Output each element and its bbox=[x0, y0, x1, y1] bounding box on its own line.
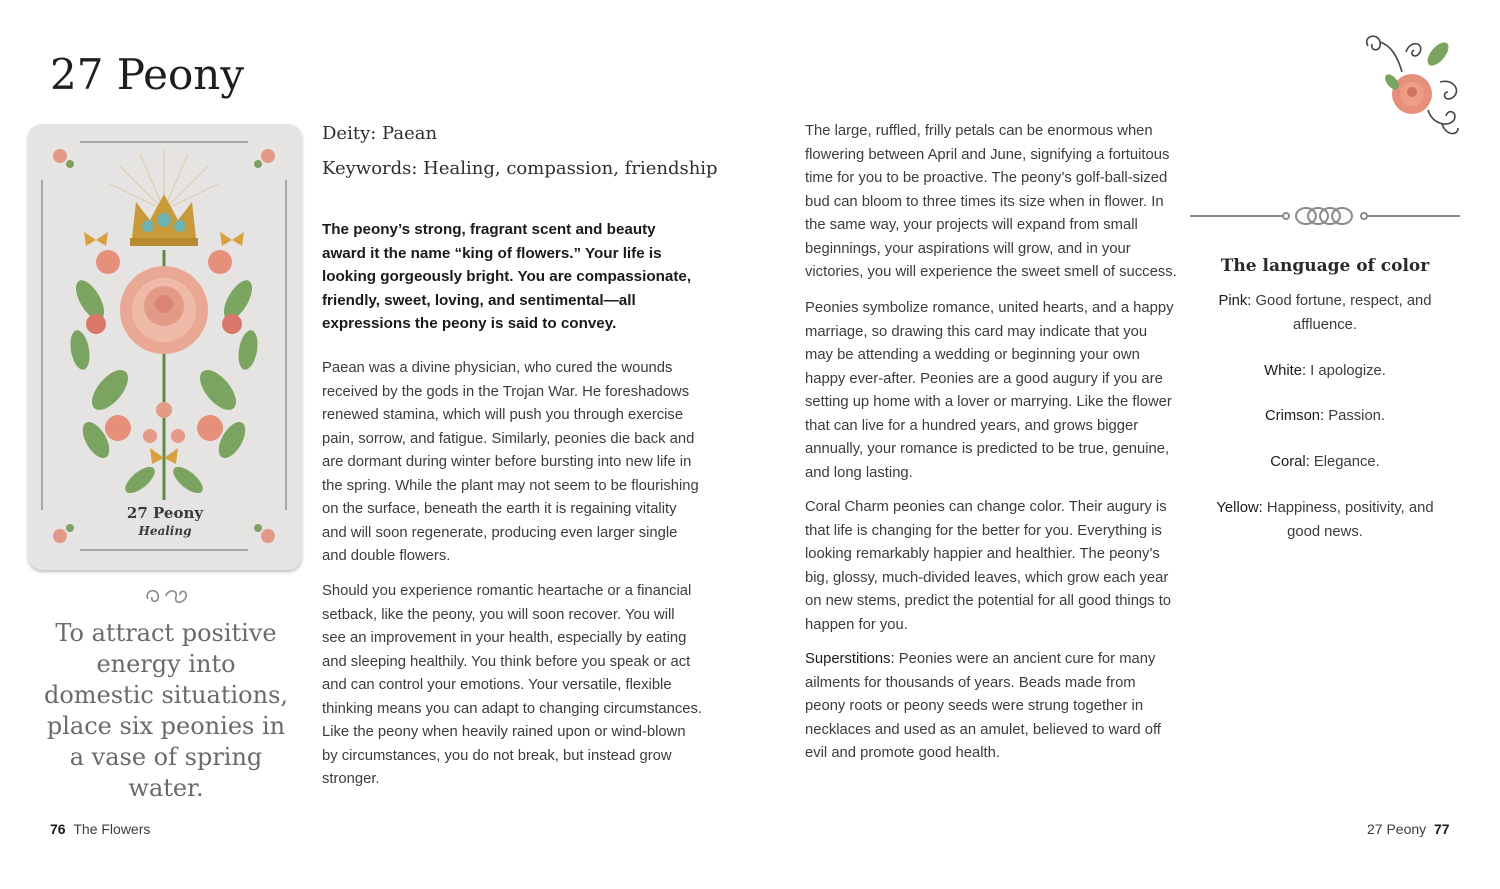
page-number: 76 bbox=[50, 821, 66, 837]
body-paragraph: Coral Charm peonies can change color. Their augury is that life is changing for the better for you. Everything is looking remarkably happier and healthier. The peony’s big, glossy, much-divided leaves, which grow each year on new stems, predict the potential for all good things to happen for you. bbox=[805, 499, 1172, 633]
page-number: 77 bbox=[1433, 821, 1450, 837]
running-head: 27 Peony bbox=[1367, 821, 1427, 837]
pull-quote: To attract positive energy into domestic situations, place six peonies in a vase of spring water. bbox=[43, 619, 289, 802]
color-label: Pink: bbox=[1218, 293, 1252, 309]
color-item-crimson bbox=[1210, 405, 1440, 429]
color-meaning: Passion. bbox=[1324, 408, 1386, 424]
deity-line: Deity: Paean bbox=[322, 123, 438, 144]
knot-divider-icon bbox=[1188, 203, 1462, 229]
color-meaning: Elegance. bbox=[1309, 454, 1380, 470]
running-head: The Flowers bbox=[73, 821, 151, 837]
body-paragraph: Peonies symbolize romance, united hearts, and a happy marriage, so drawing this card may indicate that you may be attending a wedding or beginning your own happy ever-after. Peonies are a good augury if you are setting up home with a lover or marrying. Like the flower that can live for a hundred years, and grows bigger annually, your romance is predicted to be true, genuine, and long lasting. bbox=[805, 300, 1174, 481]
color-item-coral bbox=[1210, 451, 1440, 475]
sidebar-title: The language of color bbox=[1220, 256, 1430, 276]
color-label: White: bbox=[1264, 363, 1307, 379]
body-paragraph: Should you experience romantic heartache or a financial setback, like the peony, you will soon recover. You will see an improvement in your health, especially by eating and sleeping healthily. You think before you speak or act and can control your emotions. Your versatile, flexible thinking means you can adapt to changing circumstances. Like the peony when heavily rained upon or wind-blown by circumstances, you do not break, but instead grow stronger. bbox=[322, 583, 703, 787]
color-label: Crimson: bbox=[1264, 408, 1325, 424]
card-title: 27 Peony bbox=[126, 504, 204, 522]
color-item-white bbox=[1210, 360, 1440, 384]
crown bbox=[130, 194, 198, 246]
superstitions-label: Superstitions: bbox=[805, 651, 895, 667]
footer-right bbox=[1367, 821, 1450, 837]
color-label: Coral: bbox=[1270, 454, 1310, 470]
main-peony bbox=[120, 266, 208, 354]
body-paragraph: The large, ruffled, frilly petals can be enormous when flowering between April and June, signifying a fortuitous time for you to be proactive. The peony’s golf-ball-sized bud can bloom to three times its size when in flower. In the same way, your projects will expand from small beginnings, your aspirations will grow, and in your victories, you will experience the sweet smell of success. bbox=[805, 123, 1177, 280]
footer-left bbox=[50, 821, 150, 837]
color-meaning: I apologize. bbox=[1306, 363, 1386, 379]
superstitions-paragraph bbox=[805, 648, 1180, 766]
corner-flower-icon bbox=[1358, 32, 1466, 142]
color-meaning: Good fortune, respect, and affluence. bbox=[1251, 293, 1432, 333]
keywords-line: Keywords: Healing, compassion, friendship bbox=[322, 158, 718, 179]
intro-paragraph: The peony’s strong, fragrant scent and beauty award it the name “king of flowers.” Your life is looking gorgeously bright. You are compassionate, friendly, sweet, loving, and sentimental—all expressions the peony is said to convey. bbox=[322, 221, 692, 332]
color-meaning: Happiness, positivity, and good news. bbox=[1262, 500, 1434, 540]
page-title: 27 Peony bbox=[50, 50, 245, 99]
color-item-yellow bbox=[1210, 497, 1440, 544]
color-label: Yellow: bbox=[1216, 500, 1263, 516]
color-item-pink bbox=[1210, 290, 1440, 337]
superstitions-text: Peonies were an ancient cure for many ailments for thousands of years. Beads made from peony roots or peony seeds were strung together in necklaces and used as an amulet, believed to ward off evil and promote good health. bbox=[805, 651, 1161, 761]
peony-card-illustration bbox=[40, 140, 288, 552]
card-subtitle: Healing bbox=[138, 524, 192, 538]
swirl-ornament-icon bbox=[142, 585, 190, 607]
body-paragraph: Paean was a divine physician, who cured the wounds received by the gods in the Trojan War. He foreshadows renewed stamina, which will push you through exercise pain, sorrow, and fatigue. Similarly, peonies die back and are dormant during winter before bursting into new life in the spring. While the plant may not seem to be flourishing on the surface, beneath the earth it is regaining vitality and will soon regenerate, producing even larger single and double flowers. bbox=[322, 360, 699, 564]
